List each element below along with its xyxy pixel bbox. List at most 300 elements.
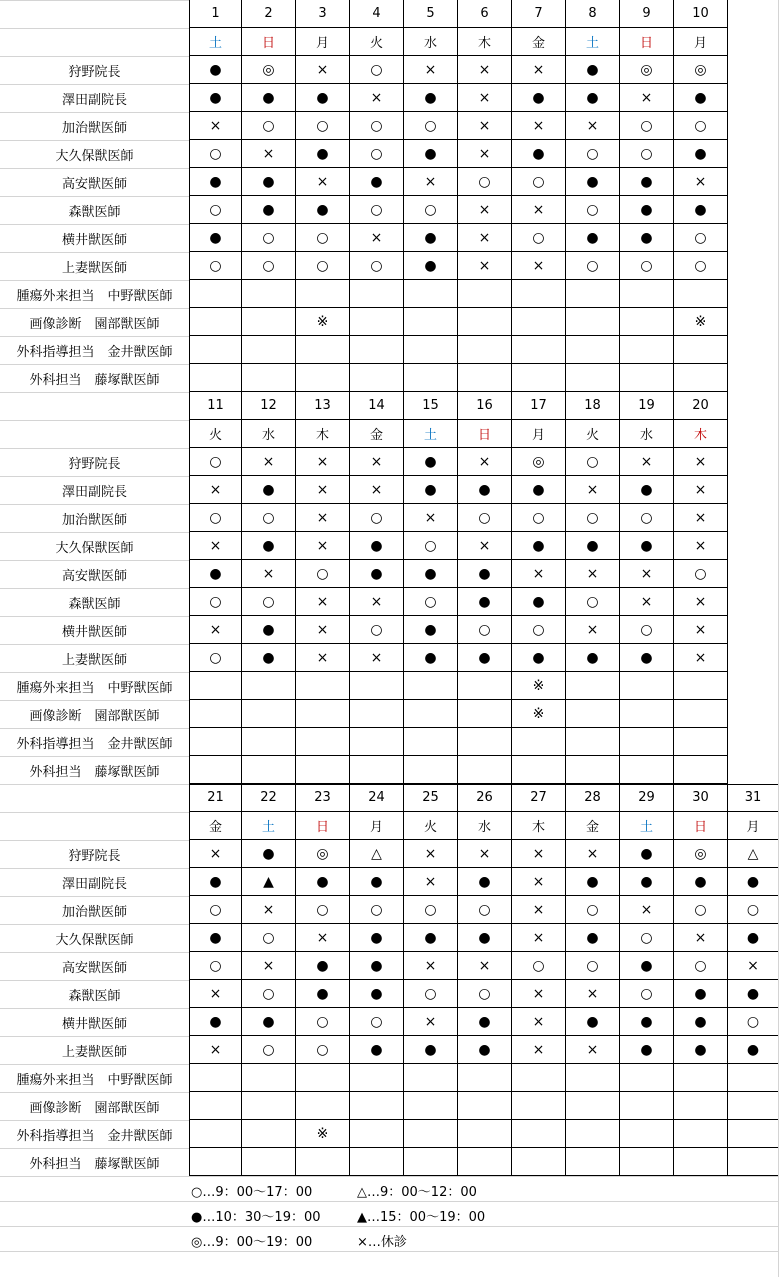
shift-cell: ○ [674, 560, 728, 588]
weekday-cell: 水 [242, 420, 296, 448]
shift-cell: ● [404, 224, 458, 252]
shift-cell: ● [242, 1008, 296, 1036]
day-number-cell: 12 [242, 392, 296, 420]
shift-cell [620, 336, 674, 364]
shift-cell: × [189, 980, 242, 1008]
staff-name: 横井獣医師 [61, 1016, 127, 1032]
shift-cell: ● [620, 224, 674, 252]
shift-cell: ● [674, 1036, 728, 1064]
shift-cell: × [296, 644, 350, 672]
shift-cell: × [674, 588, 728, 616]
shift-cell: ● [296, 140, 350, 168]
shift-cell: × [674, 448, 728, 476]
shift-cell [458, 364, 512, 392]
shift-cell: ○ [674, 112, 728, 140]
shift-cell [620, 1092, 674, 1120]
shift-cell: ● [566, 924, 620, 952]
weekday-cell: 水 [458, 812, 512, 840]
shift-cell: ○ [350, 140, 404, 168]
shift-cell: ● [620, 196, 674, 224]
shift-cell: × [674, 168, 728, 196]
weekday-cell: 土 [566, 28, 620, 56]
staff-name: 加治獣医師 [61, 904, 127, 920]
shift-cell [674, 336, 728, 364]
shift-cell: × [189, 112, 242, 140]
shift-cell: × [674, 924, 728, 952]
gridline [0, 1176, 779, 1177]
shift-cell: ○ [350, 56, 404, 84]
staff-name: 加治獣医師 [61, 120, 127, 136]
shift-cell [350, 728, 404, 756]
shift-cell: ● [458, 560, 512, 588]
shift-cell: ○ [404, 980, 458, 1008]
shift-cell: × [512, 980, 566, 1008]
shift-cell [674, 756, 728, 784]
day-number-cell: 17 [512, 392, 566, 420]
shift-cell: ○ [350, 896, 404, 924]
weekday-cell: 日 [674, 812, 728, 840]
shift-cell [242, 1092, 296, 1120]
shift-cell: ● [242, 196, 296, 224]
shift-cell: ● [242, 168, 296, 196]
staff-name: 狩野院長 [68, 64, 121, 80]
shift-cell: × [512, 840, 566, 868]
weekday-cell: 土 [620, 812, 674, 840]
shift-cell: ● [350, 168, 404, 196]
shift-cell: × [512, 868, 566, 896]
day-number-cell: 18 [566, 392, 620, 420]
shift-cell: ○ [512, 616, 566, 644]
shift-cell: ○ [728, 896, 779, 924]
shift-cell: ※ [674, 308, 728, 336]
shift-cell: ○ [566, 504, 620, 532]
shift-cell: ● [512, 532, 566, 560]
shift-cell: ○ [512, 224, 566, 252]
shift-cell: × [189, 616, 242, 644]
shift-cell: ● [189, 560, 242, 588]
weekday-cell: 月 [350, 812, 404, 840]
weekday-cell: 火 [566, 420, 620, 448]
shift-cell [296, 280, 350, 308]
shift-cell [242, 280, 296, 308]
shift-cell [620, 280, 674, 308]
shift-cell: ○ [458, 168, 512, 196]
day-number-cell: 23 [296, 784, 350, 812]
shift-cell: × [566, 1036, 620, 1064]
shift-cell: ○ [620, 504, 674, 532]
shift-cell [242, 1064, 296, 1092]
shift-cell [512, 1120, 566, 1148]
shift-cell [512, 308, 566, 336]
shift-cell [189, 672, 242, 700]
shift-cell: ○ [404, 896, 458, 924]
shift-cell [350, 308, 404, 336]
shift-cell [189, 336, 242, 364]
shift-cell: ● [242, 84, 296, 112]
weekday-cell: 金 [189, 812, 242, 840]
shift-cell: × [404, 504, 458, 532]
shift-cell: × [404, 868, 458, 896]
shift-cell: ● [512, 140, 566, 168]
shift-cell: ● [350, 980, 404, 1008]
shift-cell [728, 1120, 779, 1148]
shift-cell [242, 756, 296, 784]
shift-cell: ○ [296, 252, 350, 280]
shift-cell: × [350, 476, 404, 504]
shift-cell: ● [404, 616, 458, 644]
shift-cell [566, 1120, 620, 1148]
staff-name: 外科指導担当 金井獣医師 [16, 736, 173, 752]
weekday-cell: 月 [512, 420, 566, 448]
shift-cell [620, 728, 674, 756]
shift-cell: × [458, 84, 512, 112]
shift-cell: ● [620, 476, 674, 504]
shift-cell [512, 1092, 566, 1120]
shift-cell: ○ [566, 252, 620, 280]
shift-cell [404, 336, 458, 364]
shift-cell: ● [620, 952, 674, 980]
shift-cell [566, 756, 620, 784]
shift-cell: × [296, 168, 350, 196]
shift-cell: ○ [242, 924, 296, 952]
shift-cell: ● [189, 56, 242, 84]
shift-cell: ● [350, 952, 404, 980]
shift-cell: ● [458, 644, 512, 672]
day-number-cell: 10 [674, 0, 728, 28]
shift-cell: × [458, 56, 512, 84]
staff-name: 森獣医師 [68, 988, 121, 1004]
shift-cell [296, 728, 350, 756]
shift-cell [512, 364, 566, 392]
shift-cell: ○ [512, 168, 566, 196]
shift-cell: × [620, 588, 674, 616]
shift-cell: × [458, 140, 512, 168]
shift-cell: ● [404, 924, 458, 952]
shift-cell [350, 280, 404, 308]
shift-cell [242, 1120, 296, 1148]
weekday-cell: 木 [512, 812, 566, 840]
shift-cell [458, 1148, 512, 1176]
shift-cell: ○ [566, 448, 620, 476]
shift-cell [242, 672, 296, 700]
shift-cell [189, 756, 242, 784]
shift-cell [242, 308, 296, 336]
shift-cell: × [404, 1008, 458, 1036]
day-number-cell: 2 [242, 0, 296, 28]
staff-name: 高安獣医師 [61, 176, 127, 192]
weekday-cell: 火 [350, 28, 404, 56]
day-number-cell: 15 [404, 392, 458, 420]
shift-cell: ● [512, 476, 566, 504]
shift-cell [242, 728, 296, 756]
staff-name: 大久保獣医師 [55, 148, 134, 164]
shift-cell [620, 308, 674, 336]
shift-cell: ● [674, 980, 728, 1008]
shift-cell: ○ [458, 980, 512, 1008]
staff-name: 上妻獣医師 [61, 260, 127, 276]
shift-cell [458, 308, 512, 336]
day-number-cell: 14 [350, 392, 404, 420]
shift-cell: ○ [350, 616, 404, 644]
shift-cell: × [296, 504, 350, 532]
staff-name: 澤田副院長 [61, 484, 127, 500]
shift-cell [458, 1064, 512, 1092]
shift-cell: ● [566, 868, 620, 896]
staff-name: 外科指導担当 金井獣医師 [16, 344, 173, 360]
day-number-cell: 31 [728, 784, 779, 812]
shift-cell [674, 728, 728, 756]
shift-cell [189, 1092, 242, 1120]
shift-cell: ● [566, 532, 620, 560]
shift-cell [189, 728, 242, 756]
shift-cell: ● [189, 924, 242, 952]
shift-cell: ● [458, 1008, 512, 1036]
shift-cell: × [404, 56, 458, 84]
shift-cell [728, 1092, 779, 1120]
shift-cell: ● [350, 560, 404, 588]
shift-cell: × [512, 112, 566, 140]
day-number-cell: 16 [458, 392, 512, 420]
shift-cell: × [512, 252, 566, 280]
shift-cell: ○ [404, 112, 458, 140]
shift-cell: × [620, 448, 674, 476]
shift-cell: ○ [296, 224, 350, 252]
weekday-cell: 木 [674, 420, 728, 448]
staff-name: 大久保獣医師 [55, 540, 134, 556]
shift-cell: ○ [296, 1036, 350, 1064]
shift-cell: × [404, 168, 458, 196]
shift-cell: ● [404, 1036, 458, 1064]
staff-name: 外科担当 藤塚獣医師 [29, 372, 160, 388]
staff-name: 横井獣医師 [61, 232, 127, 248]
shift-cell [674, 1120, 728, 1148]
shift-cell: ● [458, 476, 512, 504]
legend-item: ◎…9：00～19：00 [191, 1235, 313, 1250]
shift-cell: ○ [189, 140, 242, 168]
shift-cell: △ [350, 840, 404, 868]
staff-name: 森獣医師 [68, 596, 121, 612]
shift-cell: ○ [404, 532, 458, 560]
shift-cell [296, 336, 350, 364]
shift-cell: ○ [566, 952, 620, 980]
shift-cell: ○ [404, 196, 458, 224]
shift-cell [296, 1148, 350, 1176]
shift-cell: × [566, 476, 620, 504]
staff-name: 画像診断 園部獣医師 [29, 708, 160, 724]
shift-cell: ● [189, 168, 242, 196]
shift-cell: ○ [350, 196, 404, 224]
shift-cell [404, 672, 458, 700]
shift-cell: × [458, 448, 512, 476]
day-number-cell: 25 [404, 784, 458, 812]
shift-cell: ● [620, 840, 674, 868]
shift-cell: ◎ [674, 56, 728, 84]
shift-cell: ○ [350, 252, 404, 280]
shift-cell [296, 364, 350, 392]
shift-cell [674, 364, 728, 392]
shift-cell: ○ [512, 952, 566, 980]
legend-item: ×…休診 [357, 1235, 407, 1250]
shift-cell: ○ [458, 616, 512, 644]
staff-name: 森獣医師 [68, 204, 121, 220]
shift-cell [674, 280, 728, 308]
weekday-cell: 木 [458, 28, 512, 56]
shift-cell: ● [566, 168, 620, 196]
shift-cell [566, 728, 620, 756]
shift-cell: × [674, 504, 728, 532]
shift-cell [512, 280, 566, 308]
shift-cell: ● [242, 644, 296, 672]
shift-cell [458, 280, 512, 308]
shift-cell: ○ [674, 896, 728, 924]
shift-cell: ● [350, 868, 404, 896]
legend-item: ●…10：30～19：00 [191, 1210, 321, 1225]
shift-cell: × [458, 112, 512, 140]
shift-cell: × [674, 532, 728, 560]
shift-cell: × [512, 1008, 566, 1036]
weekday-cell: 水 [620, 420, 674, 448]
shift-cell: ○ [350, 504, 404, 532]
shift-cell [620, 1120, 674, 1148]
shift-cell [458, 672, 512, 700]
shift-cell [566, 280, 620, 308]
shift-cell: ● [728, 924, 779, 952]
shift-cell [404, 728, 458, 756]
shift-cell [350, 336, 404, 364]
shift-cell [458, 700, 512, 728]
shift-cell: ● [620, 1036, 674, 1064]
shift-cell: × [404, 952, 458, 980]
shift-cell: ● [189, 1008, 242, 1036]
shift-cell: ● [404, 140, 458, 168]
gridline [0, 420, 189, 421]
shift-cell [404, 308, 458, 336]
staff-name: 画像診断 園部獣医師 [29, 1100, 160, 1116]
shift-cell [189, 700, 242, 728]
day-number-cell: 7 [512, 0, 566, 28]
shift-cell: ● [512, 588, 566, 616]
staff-name: 腫瘍外来担当 中野獣医師 [16, 1072, 173, 1088]
day-number-cell: 30 [674, 784, 728, 812]
shift-cell: ● [674, 868, 728, 896]
shift-cell: ○ [189, 588, 242, 616]
shift-cell: ● [566, 1008, 620, 1036]
shift-cell [350, 1064, 404, 1092]
shift-cell [189, 308, 242, 336]
shift-cell: × [512, 896, 566, 924]
shift-cell [674, 672, 728, 700]
staff-name: 外科担当 藤塚獣医師 [29, 1156, 160, 1172]
shift-cell [350, 700, 404, 728]
shift-cell: × [296, 532, 350, 560]
shift-cell: ● [566, 84, 620, 112]
shift-cell: ○ [512, 504, 566, 532]
shift-cell [512, 1064, 566, 1092]
shift-cell: × [566, 560, 620, 588]
shift-cell [458, 756, 512, 784]
shift-cell [620, 756, 674, 784]
weekday-cell: 火 [189, 420, 242, 448]
shift-cell: ○ [458, 896, 512, 924]
weekday-cell: 水 [404, 28, 458, 56]
shift-cell: ● [296, 196, 350, 224]
shift-cell: ※ [512, 672, 566, 700]
shift-cell: × [458, 252, 512, 280]
shift-cell: × [512, 924, 566, 952]
shift-cell: ● [404, 448, 458, 476]
shift-cell: ○ [566, 196, 620, 224]
shift-cell: ● [620, 1008, 674, 1036]
shift-cell: ● [512, 644, 566, 672]
day-number-cell: 28 [566, 784, 620, 812]
shift-cell [189, 280, 242, 308]
shift-cell: ※ [296, 308, 350, 336]
shift-cell [512, 1148, 566, 1176]
day-number-cell: 8 [566, 0, 620, 28]
shift-cell [350, 1148, 404, 1176]
shift-cell: × [296, 476, 350, 504]
shift-cell: × [458, 952, 512, 980]
shift-cell: × [458, 224, 512, 252]
shift-cell: ● [189, 224, 242, 252]
shift-cell: × [242, 952, 296, 980]
shift-cell: ● [458, 924, 512, 952]
shift-cell [296, 700, 350, 728]
shift-cell: ◎ [620, 56, 674, 84]
shift-cell: ● [404, 560, 458, 588]
shift-cell: ▲ [242, 868, 296, 896]
shift-cell: ● [296, 868, 350, 896]
shift-cell: ● [674, 1008, 728, 1036]
weekday-cell: 月 [674, 28, 728, 56]
shift-cell [512, 756, 566, 784]
shift-cell [566, 308, 620, 336]
shift-cell: ● [674, 196, 728, 224]
shift-cell: × [458, 196, 512, 224]
shift-cell: × [566, 112, 620, 140]
shift-cell [404, 700, 458, 728]
shift-cell [350, 364, 404, 392]
shift-cell: ● [674, 140, 728, 168]
shift-cell [296, 1064, 350, 1092]
shift-cell [566, 1148, 620, 1176]
weekday-cell: 火 [404, 812, 458, 840]
shift-cell: ○ [620, 924, 674, 952]
shift-cell: ○ [189, 504, 242, 532]
staff-name: 澤田副院長 [61, 92, 127, 108]
shift-cell: × [350, 84, 404, 112]
shift-cell: ○ [242, 980, 296, 1008]
shift-cell [189, 1120, 242, 1148]
shift-cell [674, 700, 728, 728]
day-number-cell: 6 [458, 0, 512, 28]
shift-cell: ○ [674, 252, 728, 280]
shift-cell [350, 1120, 404, 1148]
day-number-cell: 1 [189, 0, 242, 28]
shift-cell: × [674, 476, 728, 504]
weekday-cell: 土 [189, 28, 242, 56]
shift-cell: × [566, 840, 620, 868]
shift-cell [674, 1064, 728, 1092]
shift-cell: × [242, 448, 296, 476]
shift-cell: ○ [350, 112, 404, 140]
shift-cell: × [674, 644, 728, 672]
shift-cell [566, 700, 620, 728]
shift-cell: ● [350, 532, 404, 560]
gridline [0, 812, 189, 813]
shift-cell: ● [242, 840, 296, 868]
weekday-cell: 金 [512, 28, 566, 56]
